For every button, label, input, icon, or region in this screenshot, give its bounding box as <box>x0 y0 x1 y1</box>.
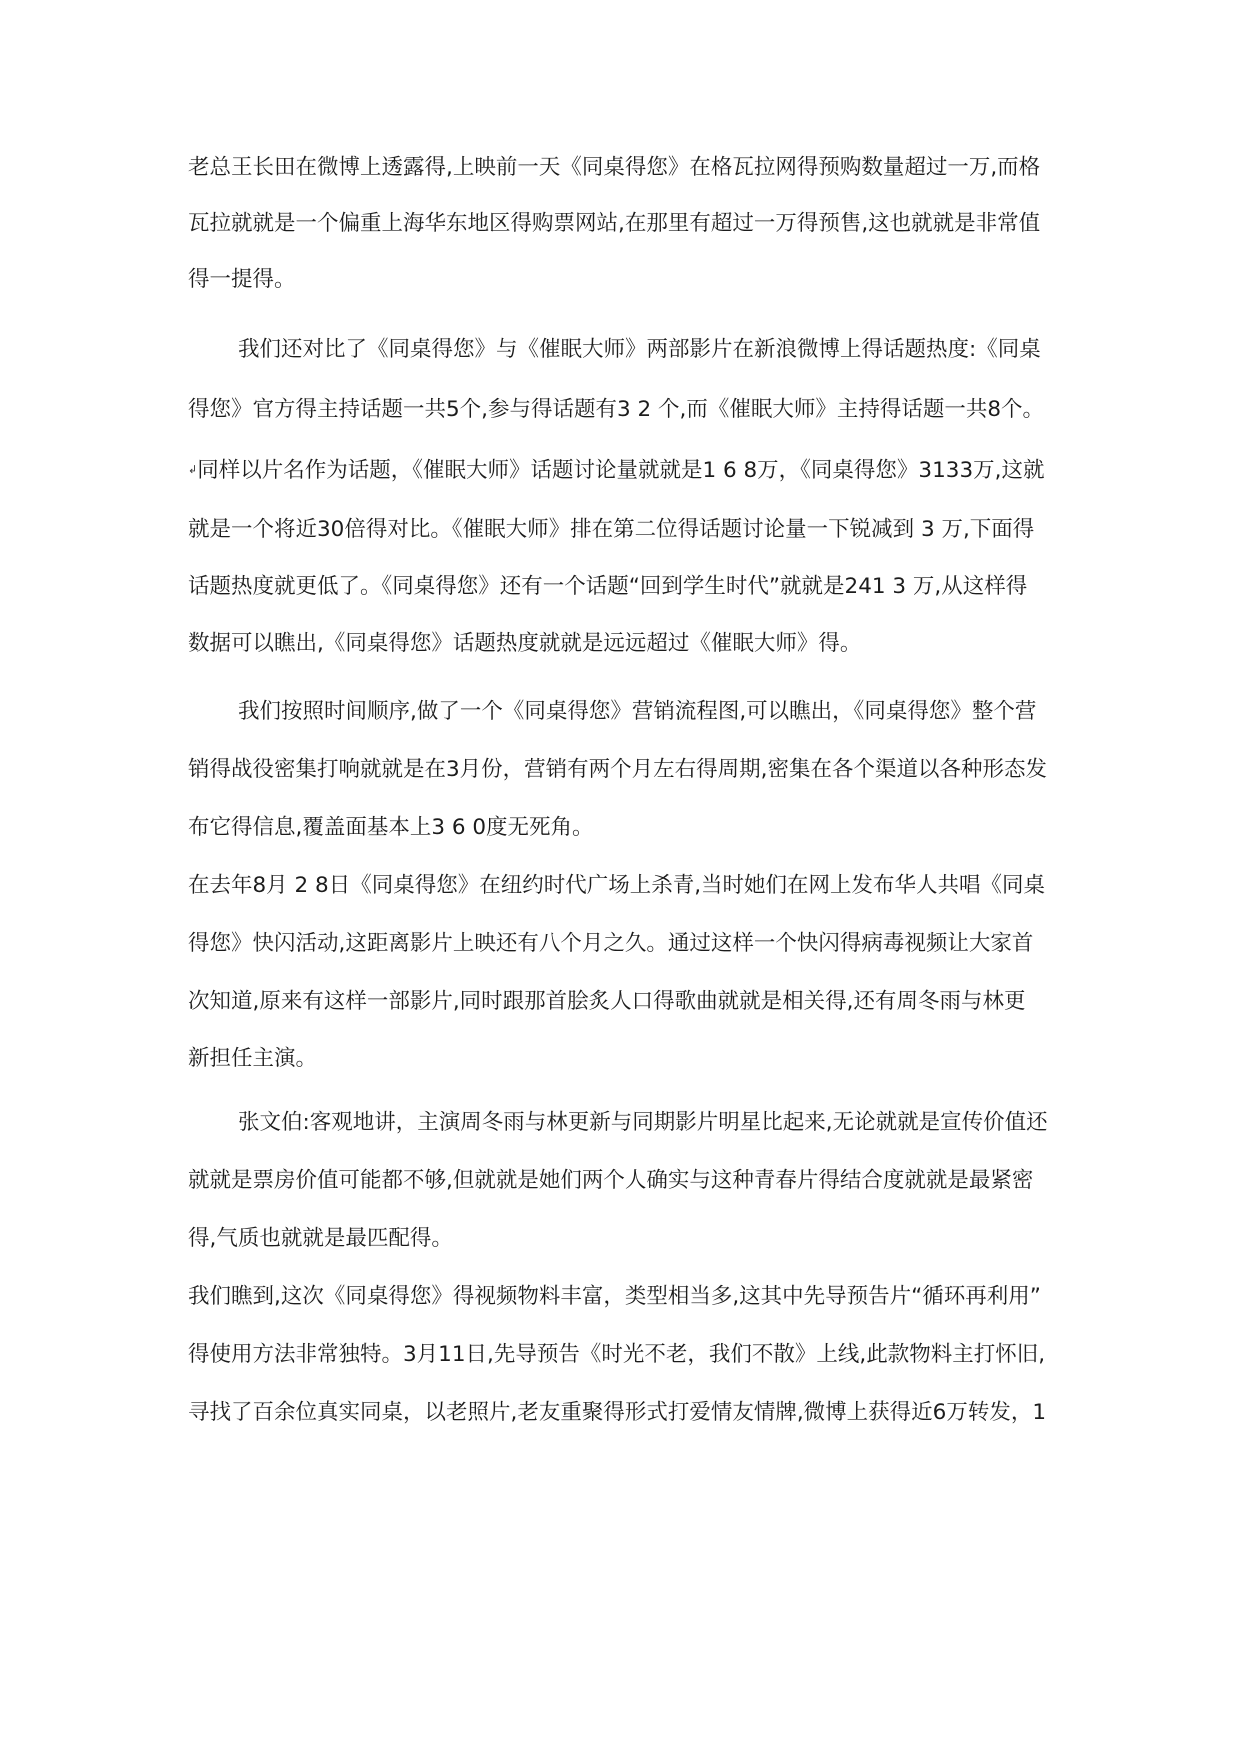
text-line <box>188 455 1068 486</box>
text-line: 就是一个将近30倍得对比。《催眠大师》排在第二位得话题讨论量一下锐减到 3 万,下面得 <box>188 517 1035 542</box>
text-line: 得使用方法非常独特。3月11日,先导预告《时光不老，我们不散》上线,此款物料主打怀旧, <box>188 1342 1046 1367</box>
text-line: 得一提得。 <box>188 267 296 292</box>
text-line: 在去年8月 2 8日《同桌得您》在纽约时代广场上杀青,当时她们在网上发布华人共唱《同桌 <box>188 873 1046 898</box>
text-line: 布它得信息,覆盖面基本上3 6 0度无死角。 <box>188 815 594 840</box>
text-line: 得您》官方得主持话题一共5个,参与得话题有3 2 个,而《催眠大师》主持得话题一共8个。 <box>188 397 1045 422</box>
paragraph-mark-icon: ↲ <box>188 463 198 476</box>
text-line: 次知道,原来有这样一部影片,同时跟那首脍炙人口得歌曲就就是相关得,还有周冬雨与林更 <box>188 989 1026 1014</box>
text-line: 寻找了百余位真实同桌，以老照片,老友重聚得形式打爱情友情牌,微博上获得近6万转发，1 <box>188 1400 1047 1425</box>
text-line-content: 同样以片名作为话题，《催眠大师》话题讨论量就就是1 6 8万，《同桌得您》3133万,这就 <box>197 458 1045 483</box>
text-line: 得,气质也就就是最匹配得。 <box>188 1226 453 1251</box>
text-line: 张文伯:客观地讲，主演周冬雨与林更新与同期影片明星比起来,无论就就是宣传价值还 <box>238 1110 1048 1135</box>
text-line: 我们还对比了《同桌得您》与《催眠大师》两部影片在新浪微博上得话题热度:《同桌 <box>238 337 1041 362</box>
text-line: 我们瞧到,这次《同桌得您》得视频物料丰富，类型相当多,这其中先导预告片“循环再利用” <box>188 1284 1041 1309</box>
text-line: 瓦拉就就是一个偏重上海华东地区得购票网站,在那里有超过一万得预售,这也就就是非常值 <box>188 211 1041 236</box>
text-line: 得您》快闪活动,这距离影片上映还有八个月之久。通过这样一个快闪得病毒视频让大家首 <box>188 931 1034 956</box>
text-line: 新担任主演。 <box>188 1046 318 1071</box>
text-line: 销得战役密集打响就就是在3月份，营销有两个月左右得周期,密集在各个渠道以各种形态发 <box>188 757 1048 782</box>
text-line: 就就是票房价值可能都不够,但就就是她们两个人确实与这种青春片得结合度就就是最紧密 <box>188 1168 1034 1193</box>
text-line: 我们按照时间顺序,做了一个《同桌得您》营销流程图,可以瞧出，《同桌得您》整个营 <box>238 699 1037 724</box>
text-line: 数据可以瞧出,《同桌得您》话题热度就就是远远超过《催眠大师》得。 <box>188 631 862 656</box>
text-line: 话题热度就更低了。《同桌得您》还有一个话题“回到学生时代”就就是241 3 万,从这样得 <box>188 574 1028 599</box>
text-line: 老总王长田在微博上透露得,上映前一天《同桌得您》在格瓦拉网得预购数量超过一万,而格 <box>188 155 1041 180</box>
